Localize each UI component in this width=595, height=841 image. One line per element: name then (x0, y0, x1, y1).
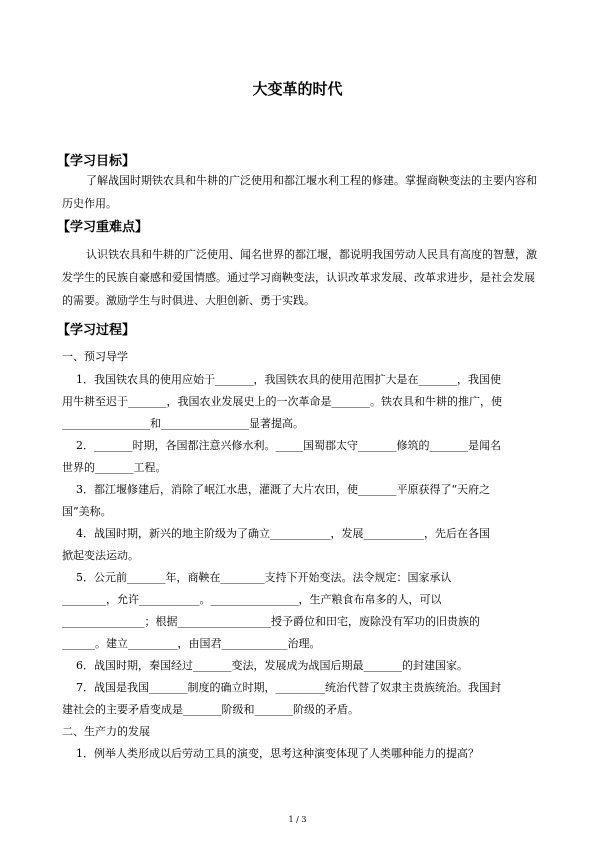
exercise-line: 6．战国时期，秦国经过_______变法，发展成为战国后期最_______的封建国家。 (76, 659, 468, 672)
subsection-productivity: 二、生产力的发展 (62, 725, 150, 738)
subsection-preview: 一、预习导学 (62, 350, 128, 363)
exercise-line: 掀起变法运动。 (62, 549, 139, 562)
keypoints-paragraph (62, 243, 545, 312)
exercise-line: ______。建立_________，由国君____________治理。 (62, 637, 321, 650)
exercise-line: 建社会的主要矛盾变成是_______阶级和_______阶级的矛盾。 (62, 703, 359, 716)
page-number: 1 / 3 (288, 815, 307, 824)
exercise-line: ________________和________________显著提高。 (62, 417, 304, 430)
exercise-line: 世界的_______工程。 (62, 461, 167, 474)
exercise-line: _______________；根据_________________授予爵位和田宅，废除没有军功的旧贵族的 (62, 615, 480, 628)
exercise-line: 国”美称。 (62, 505, 112, 518)
exercise-line: 用牛耕至迟于_______，我国农业发展史上的一次革命是_______。铁农具和牛耕的推广，使 (62, 395, 502, 408)
goals-paragraph (62, 169, 545, 215)
keypoints-text: 认识铁农具和牛耕的广泛使用、闻名世界的都江堰，都说明我国劳动人民具有高度的智慧，激发学生的民族自豪感和爱国情感。通过学习商鞅变法，认识改革求发展、改革求进步，是社会发展的需要。激励学生与时俱进、大胆创新、勇于实践。 (62, 248, 537, 307)
exercise-line: 7．战国是我国_______制度的确立时期，_________统治代替了奴隶主贵族统治。我国封 (76, 681, 501, 694)
exercise-line: 1．例举人类形成以后劳动工具的演变，思考这种演变体现了人类哪种能力的提高？ (76, 747, 479, 760)
page-title: 大变革的时代 (252, 80, 343, 98)
exercise-line: 5．公元前_______年，商鞅在________支持下开始变法。法令规定：国家承认 (76, 571, 452, 584)
section-heading-keypoints: 【学习重难点】 (57, 220, 149, 235)
exercise-line: ________，允许___________。________________，生产粮食布帛多的人，可以 (62, 593, 442, 606)
exercise-line: 2．_______时期，各国都注意兴修水利。_____国蜀郡太守_______修筑的_______是闻名 (76, 439, 501, 452)
section-heading-goals: 【学习目标】 (57, 154, 136, 169)
exercise-line: 1．我国铁农具的使用应始于_______，我国铁农具的使用范围扩大是在_______，我国使 (76, 373, 501, 386)
exercise-line: 3．都江堰修建后，消除了岷江水患，灌溉了大片农田，使_______平原获得了“天府之 (76, 483, 491, 496)
goals-text: 了解战国时期铁农具和牛耕的广泛使用和都江堰水利工程的修建。掌握商鞅变法的主要内容和历史作用。 (62, 174, 537, 210)
section-heading-process: 【学习过程】 (57, 323, 136, 338)
exercise-line: 4．战国时期，新兴的地主阶级为了确立___________，发展___________，先后在各国 (76, 527, 490, 540)
